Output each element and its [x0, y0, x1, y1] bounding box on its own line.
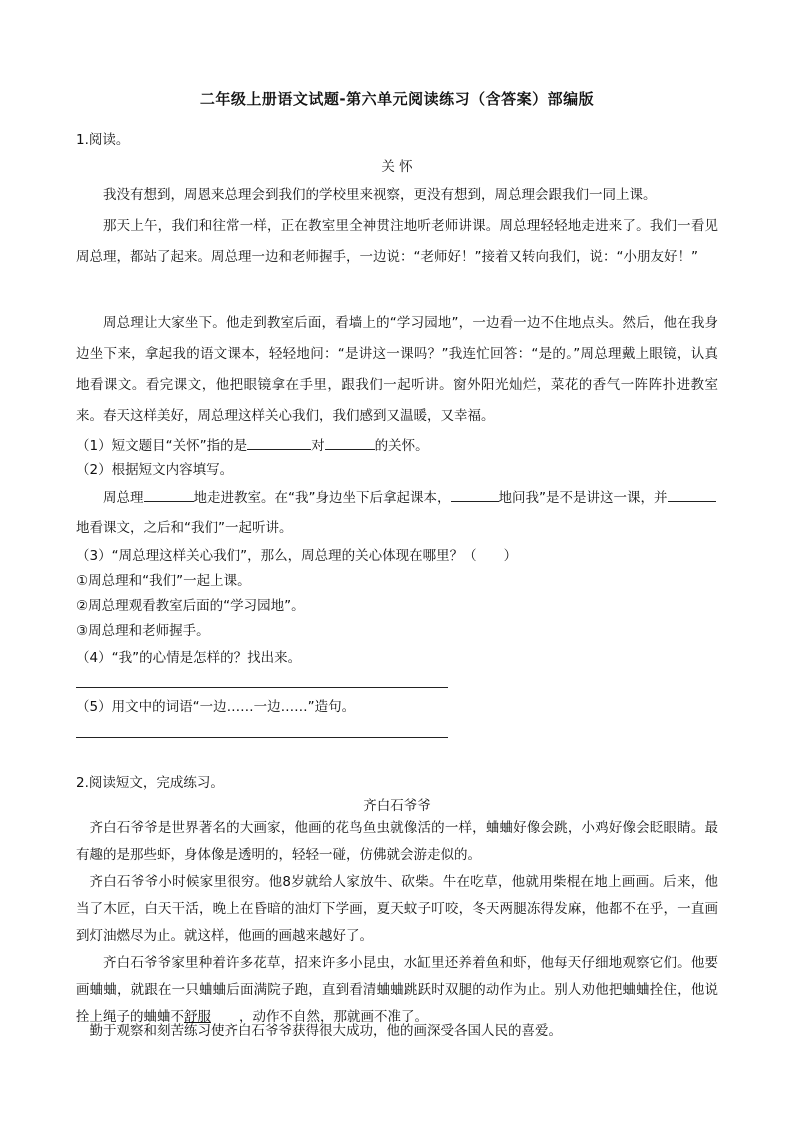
q1-sub1-blank-1[interactable] — [247, 435, 311, 450]
q1-sub4-answer-line[interactable] — [76, 687, 448, 688]
q1-sub2-fill-text-c: 地问我”是不是讲这一课，并 — [498, 490, 668, 506]
q1-sub2-blank-1[interactable] — [144, 487, 194, 502]
q1-sub2-fill-cont: 地看课文，之后和“我们”一起听讲。 — [76, 520, 293, 536]
q1-sub5-answer-line[interactable] — [76, 737, 448, 738]
q1-sub3-option-1: ①周总理和“我们”一起上课。 — [76, 573, 251, 589]
q1-paragraph-1: 我没有想到，周恩来总理会到我们的学校里来视察，更没有想到，周总理会跟我们一同上课。 — [103, 187, 657, 203]
q1-sub1-text-c: 的关怀。 — [374, 438, 429, 454]
q1-paragraph-2: 那天上午，我们和往常一样，正在教室里全神贯注地听老师讲课。周总理轻轻地走进来了。我们一看见周总理，都站了起来。周总理一边和老师握手，一边说：“老师好！”接着又转向我们，说：“小朋友好！” — [76, 218, 718, 265]
q1-sub2: （2）根据短文内容填写。 — [76, 462, 234, 478]
q1-sub4: （4）“我”的心情是怎样的？找出来。 — [76, 650, 302, 666]
q1-sub3: （3）“周总理这样关心我们”，那么，周总理的关心体现在哪里？（ ） — [76, 548, 518, 564]
q2-paragraph-3-text-b: ，动作不自然，那就画不准了。 — [239, 1009, 428, 1025]
q1-sub2-fill-text-a: 周总理 — [103, 490, 144, 506]
q1-sub2-blank-2[interactable] — [451, 487, 499, 502]
q2-paragraph-1: 齐白石爷爷是世界著名的大画家，他画的花鸟鱼虫就像活的一样，蛐蛐好像会跳，小鸡好像会眨眼睛。最有趣的是那些虾，身体像是透明的，轻轻一碰，仿佛就会游走似的。 — [76, 820, 718, 863]
q2-passage-title: 齐白石爷爷 — [363, 798, 431, 814]
q1-passage-title: 关 怀 — [381, 159, 413, 175]
q1-sub1-text-a: （1）短文题目“关怀”指的是 — [76, 438, 248, 454]
q1-intro: 1.阅读。 — [76, 132, 130, 148]
q1-sub5: （5）用文中的词语“一边……一边……”造句。 — [76, 699, 356, 715]
q1-sub1-text-b: 对 — [311, 438, 325, 454]
q1-sub1-blank-2[interactable] — [325, 435, 375, 450]
q1-sub2-fill — [76, 487, 718, 508]
q2-intro: 2.阅读短文，完成练习。 — [76, 775, 224, 791]
q1-sub2-blank-3[interactable] — [668, 487, 716, 502]
q1-sub1 — [76, 435, 718, 456]
document-title: 二年级上册语文试题-第六单元阅读练习（含答案）部编版 — [199, 90, 595, 108]
q1-sub3-option-2: ②周总理观看教室后面的“学习园地”。 — [76, 598, 305, 614]
q2-paragraph-2: 齐白石爷爷小时候家里很穷。他8岁就给人家放牛、砍柴。牛在吃草，他就用柴棍在地上画画。后来，他当了木匠，白天干活，晚上在昏暗的油灯下学画，夏天蚊子叮咬，冬天两腿冻得发麻，他都不在乎，一直画到灯油燃尽为止。就这样，他画的画越来越好了。 — [76, 874, 718, 944]
q1-paragraph-3: 周总理让大家坐下。他走到教室后面，看墙上的“学习园地”，一边看一边不住地点头。然后，他在我身边坐下来，拿起我的语文课本，轻轻地问：“是讲这一课吗？”我连忙回答：“是的。”周总理戴上眼镜，认真地看课文。看完课文，他把眼镜拿在手里，跟我们一起听讲。窗外阳光灿烂，菜花的香气一阵阵扑进教室来。春天这样美好，周总理这样关心我们，我们感到又温暖，又幸福。 — [76, 315, 718, 424]
q2-underlined-word: 舒服 — [184, 1009, 211, 1025]
q1-sub3-option-3: ③周总理和老师握手。 — [76, 623, 210, 639]
q2-paragraph-3-text-a: 齐白石爷爷家里种着许多花草，招来许多小昆虫，水缸里还养着鱼和虾，他每天仔细地观察它们。他要画蛐蛐，就跟在一只蛐蛐后面满院子跑，直到看清蛐蛐跳跃时双腿的动作为止。别人劝他把蛐蛐拴住，他说拴上绳子的蛐蛐不 — [76, 955, 718, 1025]
q2-paragraph-4: 勤于观察和刻苦练习使齐白石爷爷获得很大成功，他的画深受各国人民的喜爱。 — [89, 1023, 562, 1039]
q1-sub2-fill-text-b: 地走进教室。在“我”身边坐下后拿起课本， — [193, 490, 451, 506]
